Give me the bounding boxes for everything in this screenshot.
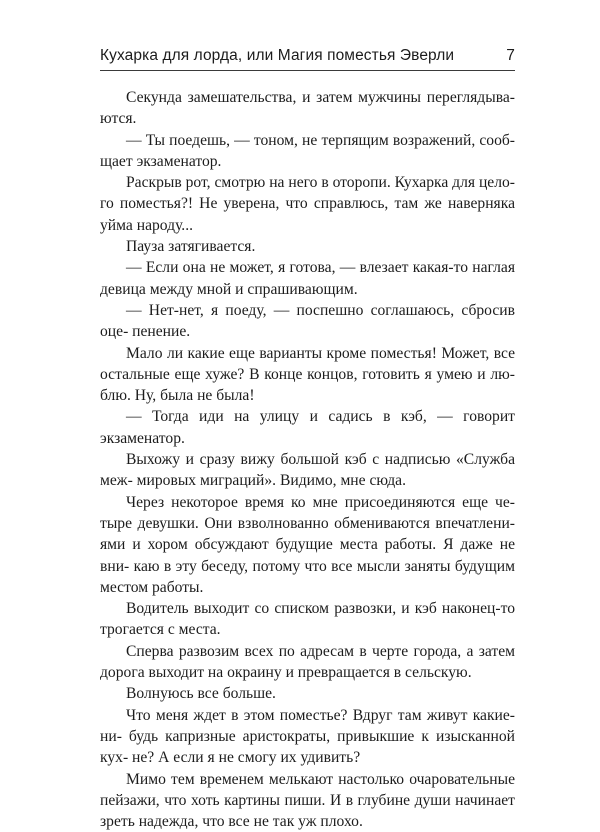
- page-number: 7: [506, 47, 515, 65]
- paragraph: Сперва развозим всех по адресам в черте города, а затем дорога выходит на окраину и превращается в сельскую.: [100, 641, 515, 684]
- paragraph: Раскрыв рот, смотрю на него в оторопи. Кухарка для цело- го поместья?! Не уверена, что справлюсь, там же наверняка уйма народу...: [100, 172, 515, 236]
- paragraph: Волнуюсь все больше.: [100, 683, 515, 704]
- paragraph: — Нет-нет, я поеду, — поспешно соглашаюсь, сбросив оце- пенение.: [100, 300, 515, 343]
- paragraph: Мало ли какие еще варианты кроме поместья! Может, все остальные еще хуже? В конце концов, готовить я умею и лю- блю. Ну, была не была!: [100, 343, 515, 407]
- paragraph: — Тогда иди на улицу и садись в кэб, — говорит экзаменатор.: [100, 406, 515, 449]
- paragraph: Секунда замешательства, и затем мужчины переглядыва- ются.: [100, 87, 515, 130]
- book-title: Кухарка для лорда, или Магия поместья Эверли: [100, 47, 454, 65]
- paragraph: Водитель выходит со списком развозки, и кэб наконец-то трогается с места.: [100, 598, 515, 641]
- paragraph: — Если она не может, я готова, — влезает какая-то наглая девица между мной и спрашивающим.: [100, 257, 515, 300]
- header-rule: [100, 70, 515, 71]
- paragraph: Мимо тем временем мелькают настолько очаровательные пейзажи, что хоть картины пиши. И в глубине души начинает зреть надежда, что все не так уж плохо.: [100, 769, 515, 832]
- paragraph: Что меня ждет в этом поместье? Вдруг там живут какие-ни- будь капризные аристократы, привыкшие к изысканной кух- не? А если я не смогу их удивить?: [100, 705, 515, 769]
- paragraph: Через некоторое время ко мне присоединяются еще че- тыре девушки. Они взволнованно обмениваются впечатлени- ями и хором обсуждают будущие места работы. Я даже не вни- каю в эту беседу, потому что все мысли заняты будущим местом работы.: [100, 492, 515, 598]
- body-text: [100, 87, 515, 832]
- paragraph: Пауза затягивается.: [100, 236, 515, 257]
- paragraph: — Ты поедешь, — тоном, не терпящим возражений, сооб- щает экзаменатор.: [100, 130, 515, 173]
- paragraph: Выхожу и сразу вижу большой кэб с надписью «Служба меж- мировых миграций». Видимо, мне сюда.: [100, 449, 515, 492]
- running-header: [100, 47, 515, 65]
